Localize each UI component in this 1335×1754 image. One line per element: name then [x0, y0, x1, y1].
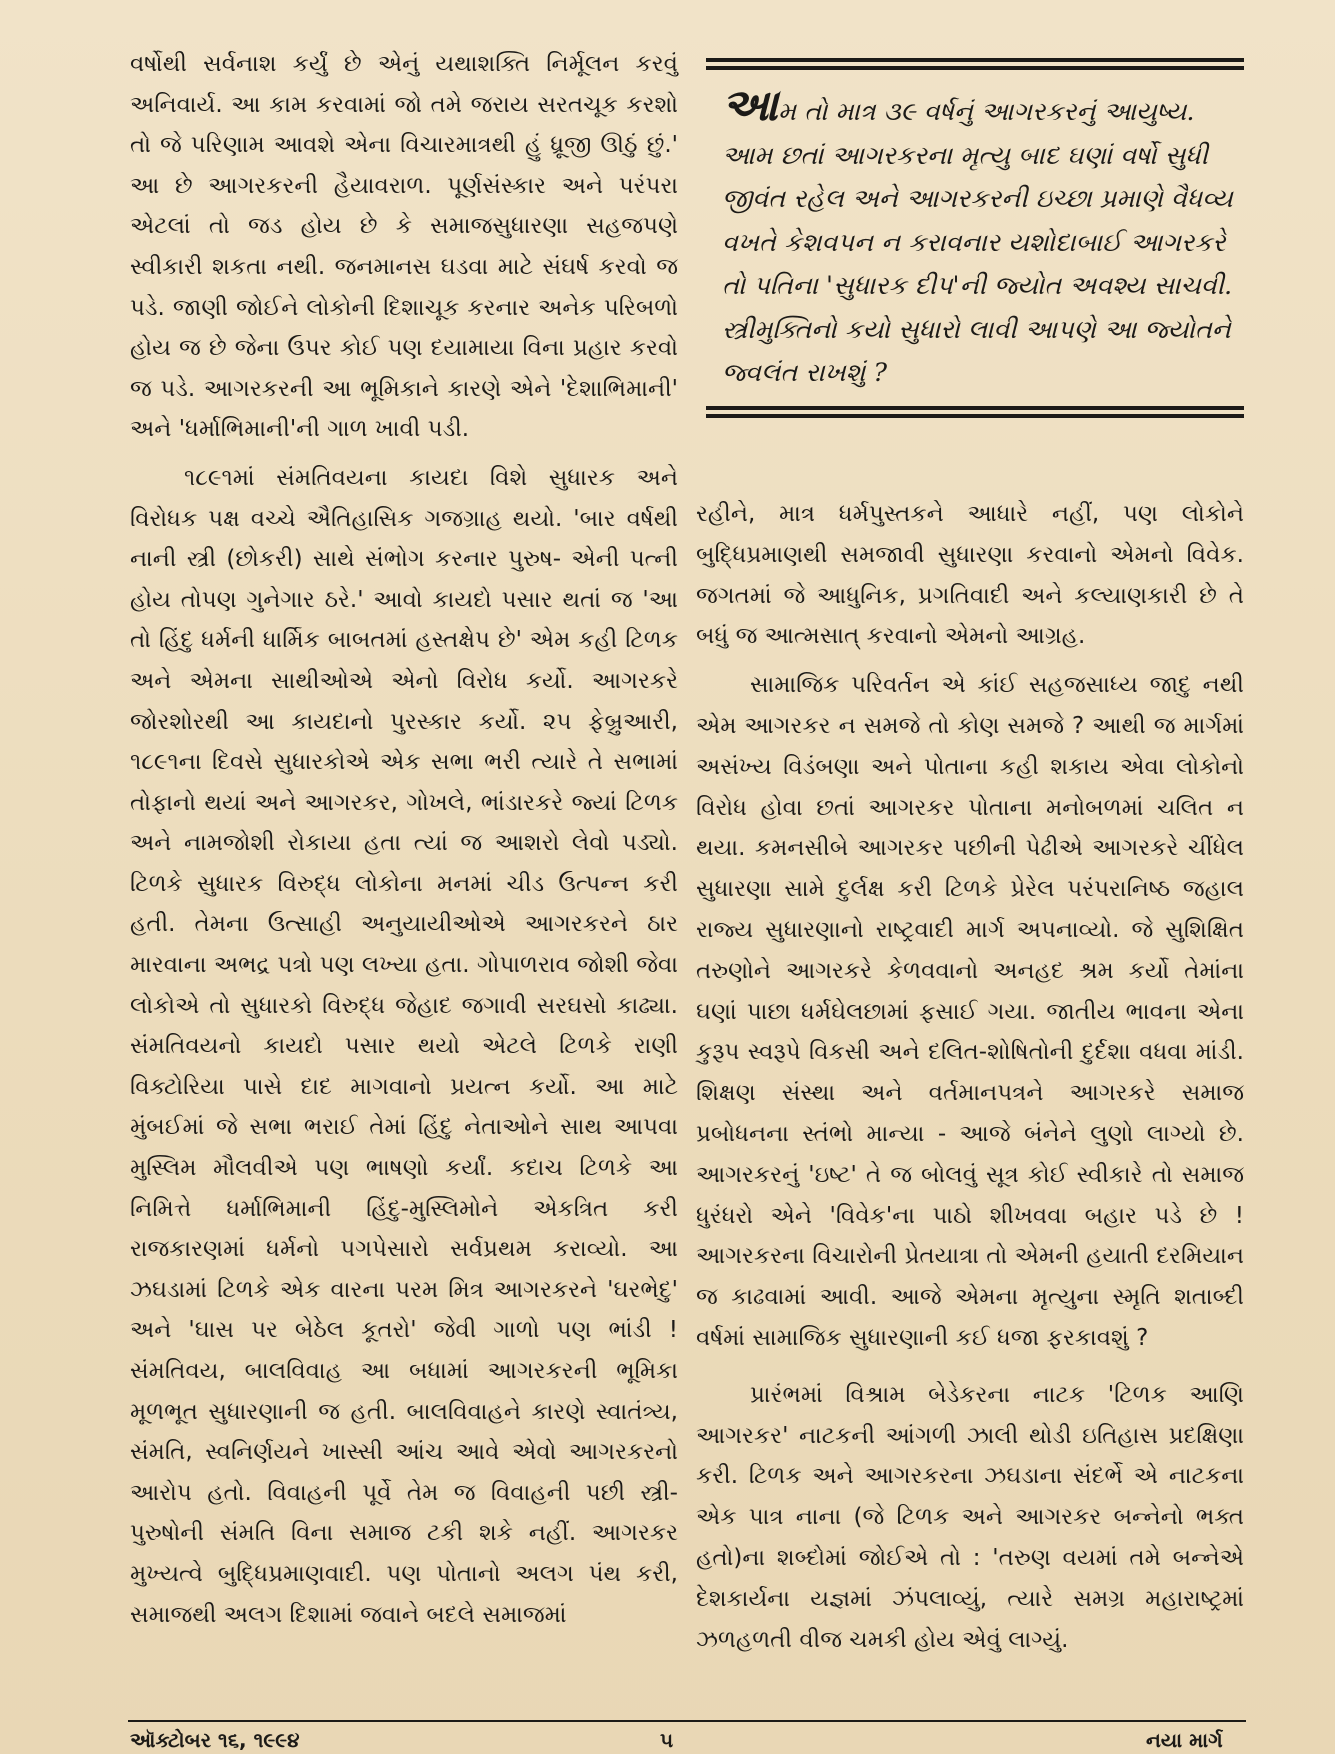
right-paragraph-3: પ્રારંભમાં વિશ્રામ બેડેકરના નાટક 'ટિળક આણિ આગરકર' નાટકની આંગળી ઝાલી થોડી ઇતિહાસ પ્રદક્ષિણા કરી. ટિળક અને આગરકરના ઝઘડાના સંદર્ભે એ નાટકના એક પાત્ર નાના (જે ટિળક અને આગરકર બન્નેનો ભક્ત હતો)ના શબ્દોમાં જોઈએ તો : 'તરુણ વયમાં તમે બન્નેએ દેશકાર્યના યજ્ઞમાં ઝંપલાવ્યું, ત્યારે સમગ્ર મહારાષ્ટ્રમાં ઝળહળતી વીજ ચમકી હોય એવું લાગ્યું. — [696, 1381, 1244, 1653]
pull-quote-body: મ તો માત્ર ૩૯ વર્ષનું આગરકરનું આયુષ્ય. આમ છતાં આગરકરના મૃત્યુ બાદ ઘણાં વર્ષો સુધી જીવંત રહેલ અને આગરકરની ઇચ્છા પ્રમાણે વૈધવ્ય વખતે કેશવપન ન કરાવનાર યશોદાબાઈ આગરકરે તો પતિના 'સુધારક દીપ'ની જ્યોત અવશ્ય સાચવી. સ્ત્રીમુક્તિનો કયો સુધારો લાવી આપણે આ જ્યોતને જ્વલંત રાખશું ? — [722, 97, 1233, 388]
footer-rule — [128, 1720, 1246, 1722]
left-paragraph-1: વર્ષોથી સર્વનાશ કર્યું છે એનું યથાશક્તિ નિર્મૂલન કરવું અનિવાર્ય. આ કામ કરવામાં જો તમે જરાય સરતચૂક કરશો તો જે પરિણામ આવશે એના વિચારમાત્રથી હું ધ્રૂજી ઊઠું છું.' આ છે આગરકરની હૈયાવરાળ. પૂર્ણસંસ્કાર અને પરંપરા એટલાં તો જડ હોય છે કે સમાજસુધારણા સહજપણે સ્વીકારી શકતા નથી. જનમાનસ ઘડવા માટે સંઘર્ષ કરવો જ પડે. જાણી જોઈને લોકોની દિશાચૂક કરનાર અનેક પરિબળો હોય જ છે જેના ઉપર કોઈ પણ દયામાયા વિના પ્રહાર કરવો જ પડે. આગરકરની આ ભૂમિકાને કારણે એને 'દેશાભિમાની' અને 'ધર્માભિમાની'ની ગાળ ખાવી પડી. — [130, 51, 678, 443]
pull-quote-box — [706, 58, 1244, 418]
pull-quote-dropword: આ — [722, 80, 778, 131]
right-paragraph-2: સામાજિક પરિવર્તન એ કાંઈ સહજસાધ્ય જાદુ નથી એમ આગરકર ન સમજે તો કોણ સમજે ? આથી જ માર્ગમાં અસંખ્ય વિડંબણા અને પોતાના કહી શકાય એવા લોકોનો વિરોધ હોવા છતાં આગરકર પોતાના મનોબળમાં ચલિત ન થયા. કમનસીબે આગરકર પછીની પેઢીએ આગરકરે ચીંધેલ સુધારણા સામે દુર્લક્ષ કરી ટિળકે પ્રેરેલ પરંપરાનિષ્ઠ જહાલ રાજ્ય સુધારણાનો રાષ્ટ્રવાદી માર્ગ અપનાવ્યો. જે સુશિક્ષિત તરુણોને આગરકરે કેળવવાનો અનહદ શ્રમ કર્યો તેમાંના ઘણાં પાછા ધર્મઘેલછામાં ફસાઈ ગયા. જાતીય ભાવના એના કુરૂપ સ્વરૂપે વિકસી અને દલિત-શોષિતોની દુર્દશા વધવા માંડી. શિક્ષણ સંસ્થા અને વર્તમાનપત્રને આગરકરે સમાજ પ્રબોધનના સ્તંભો માન્યા - આજે બંનેને લુણો લાગ્યો છે. આગરકરનું 'ઇષ્ટ' તે જ બોલવું સૂત્ર કોઈ સ્વીકારે તો સમાજ ધુરંધરો એને 'વિવેક'ના પાઠો શીખવવા બહાર પડે છે ! આગરકરના વિચારોની પ્રેતયાત્રા તો એમની હયાતી દરમિયાન જ કાઢવામાં આવી. આજે એમના મૃત્યુના સ્મૃતિ શતાબ્દી વર્ષમાં સામાજિક સુધારણાની કઈ ધજા ફરકાવશું ? — [696, 672, 1244, 1351]
left-column — [130, 44, 678, 1635]
footer-date: ઑક્ટોબર ૧૬, ૧૯૯૪ — [130, 1728, 300, 1752]
pull-quote-top-rule — [706, 58, 1244, 70]
left-paragraph-2: ૧૮૯૧માં સંમતિવયના કાયદા વિશે સુધારક અને વિરોધક પક્ષ વચ્ચે ઐતિહાસિક ગજગ્રાહ થયો. 'બાર વર્ષથી નાની સ્ત્રી (છોકરી) સાથે સંભોગ કરનાર પુરુષ- એની પત્ની હોય તોપણ ગુનેગાર ઠરે.' આવો કાયદો પસાર થતાં જ 'આ તો હિંદુ ધર્મની ધાર્મિક બાબતમાં હસ્તક્ષેપ છે' એમ કહી ટિળક અને એમના સાથીઓએ એનો વિરોધ કર્યો. આગરકરે જોરશોરથી આ કાયદાનો પુરસ્કાર કર્યો. ૨૫ ફેબ્રુઆરી, ૧૮૯૧ના દિવસે સુધારકોએ એક સભા ભરી ત્યારે તે સભામાં તોફાનો થયાં અને આગરકર, ગોખલે, ભાંડારકરે જ્યાં ટિળક અને નામજોશી રોકાયા હતા ત્યાં જ આશરો લેવો પડ્યો. ટિળકે સુધારક વિરુદ્ધ લોકોના મનમાં ચીડ ઉત્પન્ન કરી હતી. તેમના ઉત્સાહી અનુયાયીઓએ આગરકરને ઠાર મારવાના અભદ્ર પત્રો પણ લખ્યા હતા. ગોપાળરાવ જોશી જેવા લોકોએ તો સુધારકો વિરુદ્ધ જેહાદ જગાવી સરઘસો કાઢ્યા. સંમતિવયનો કાયદો પસાર થયો એટલે ટિળકે રાણી વિક્ટોરિયા પાસે દાદ માગવાનો પ્રયત્ન કર્યો. આ માટે મુંબઈમાં જે સભા ભરાઈ તેમાં હિંદુ નેતાઓને સાથ આપવા મુસ્લિમ મૌલવીએ પણ ભાષણો કર્યાં. કદાચ ટિળકે આ નિમિત્તે ધર્માભિમાની હિંદુ-મુસ્લિમોને એકત્રિત કરી રાજકારણમાં ધર્મનો પગપેસારો સર્વપ્રથમ કરાવ્યો. આ ઝઘડામાં ટિળકે એક વારના પરમ મિત્ર આગરકરને 'ઘરભેદુ' અને 'ઘાસ પર બેઠેલ કૂતરો' જેવી ગાળો પણ ભાંડી ! સંમતિવય, બાલવિવાહ આ બધામાં આગરકરની ભૂમિકા મૂળભૂત સુધારણાની જ હતી. બાલવિવાહને કારણે સ્વાતંત્ર્ય, સંમતિ, સ્વનિર્ણયને ખાસ્સી આંચ આવે એવો આગરકરનો આરોપ હતો. વિવાહની પૂર્વે તેમ જ વિવાહની પછી સ્ત્રી-પુરુષોની સંમતિ વિના સમાજ ટકી શકે નહીં. આગરકર મુખ્યત્વે બુદ્ધિપ્રમાણવાદી. પણ પોતાનો અલગ પંથ કરી, સમાજથી અલગ દિશામાં જવાને બદલે સમાજમાં — [130, 464, 678, 1628]
right-column — [696, 494, 1244, 1660]
right-paragraph-1: રહીને, માત્ર ધર્મપુસ્તકને આધારે નહીં, પણ લોકોને બુદ્ધિપ્રમાણથી સમજાવી સુધારણા કરવાનો એમનો વિવેક. જગતમાં જે આધુનિક, પ્રગતિવાદી અને કલ્યાણકારી છે તે બધું જ આત્મસાત્ કરવાનો એમનો આગ્રહ. — [696, 501, 1244, 650]
footer-magazine-name: નયા માર્ગ — [1146, 1728, 1223, 1752]
pull-quote-bottom-rule — [706, 406, 1244, 418]
footer-page-number: ૫ — [660, 1728, 674, 1752]
pull-quote-text — [722, 80, 1236, 396]
